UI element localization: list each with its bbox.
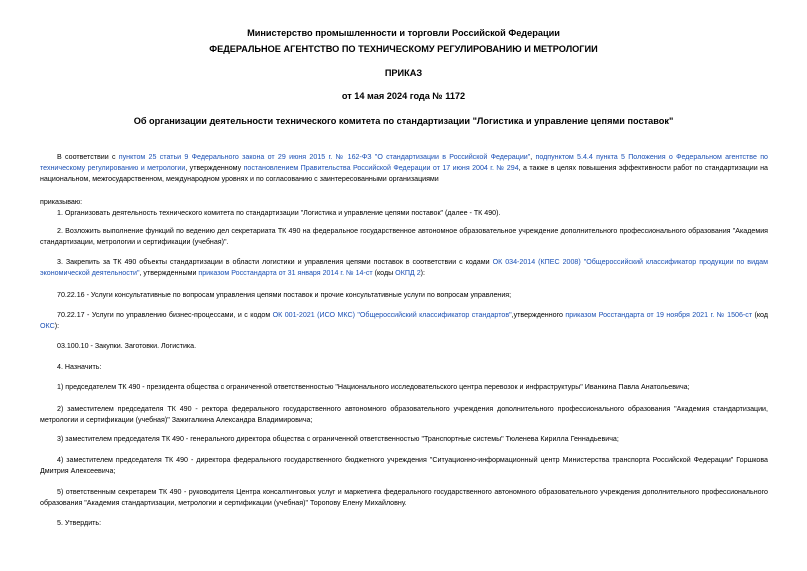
item-3: 3. Закрепить за ТК 490 объекты стандартизации в области логистики и управления цепями поставок в соответствии с кодами ОК 034-2014 (КПЕС 2008) "Общероссийский классификатор продукции по видам экономической деятельности", утвержденными приказом Росстандарта от 31 января 2014 г. № 14-ст (коды ОКПД 2): (40, 258, 768, 277)
document-title: Об организации деятельности технического комитета по стандартизации "Логистика и управление цепями поставок" (133, 116, 674, 126)
ministry-name: Министерство промышленности и торговли Российской Федерации (247, 28, 560, 38)
link-agency-regulation[interactable]: подпунктом 5.4.4 пункта 5 Положения о Федеральном агентстве по техническому регулированию и метрологии (40, 153, 769, 172)
code-70-22-16: 70.22.16 - Услуги консультативные по вопросам управления цепями поставок и прочие консультативные услуги по вопросам управления; (57, 291, 512, 299)
item-2: 2. Возложить выполнение функций по ведению дел секретариата ТК 490 на федеральное государственное автономное образовательное учреждение дополнительного профессионального образования "Академия стандартизации, метрологии и сертификации (учебная)". (40, 227, 768, 246)
document-date-number: от 14 мая 2024 года № 1172 (341, 91, 466, 101)
document-type: ПРИКАЗ (384, 68, 423, 78)
appointment-5: 5) ответственным секретарем ТК 490 - руководителя Центра консалтинговых услуг и маркетинга федерального государственного автономного образовательного учреждения дополнительного профессионального образования "Академия стандартизации, метрологии и сертификации (учебная)" Торопову Елену Михайловну. (40, 488, 768, 507)
appointment-2: 2) заместителем председателя ТК 490 - ректора федерального государственного автономного образовательного учреждения дополнительного профессионального образования "Академия стандартизации, метрологии и сертификации (учебная)" Зажигалкина Александра Владимировича; (40, 405, 768, 424)
code-70-22-17: 70.22.17 - Услуги по управлению бизнес-процессами, и с кодом ОК 001-2021 (ИСО МКС) "Общероссийский классификатор стандартов",утвержденного приказом Росстандарта от 19 ноября 2021 г. № 1506-ст (код ОКС): (40, 311, 768, 330)
preamble-paragraph: В соответствии с пунктом 25 статьи 9 Федерального закона от 29 июня 2015 г. № 162-ФЗ "О стандартизации в Российской Федерации", подпунктом 5.4.4 пункта 5 Положения о Федеральном агентстве по техническому регулированию и метрологии, утвержденному постановлением Правительства Российской Федерации от 17 июня 2004 г. № 294, а также в целях повышения эффективности работ по стандартизации на национальном, межгосударственном, международном уровнях и по согласованию с заинтересованными организациями (40, 153, 769, 183)
item-1: 1. Организовать деятельность технического комитета по стандартизации "Логистика и управление цепями поставок" (далее - ТК 490). (57, 209, 501, 217)
agency-name: ФЕДЕРАЛЬНОЕ АГЕНТСТВО ПО ТЕХНИЧЕСКОМУ РЕГУЛИРОВАНИЮ И МЕТРОЛОГИИ (209, 44, 598, 54)
appointment-3: 3) заместителем председателя ТК 490 - генерального директора общества с ограниченной ответственностью "Транспортные системы" Тюленева Кирилла Геннадьевича; (57, 435, 619, 443)
item-4: 4. Назначить: (57, 363, 102, 371)
code-03-100-10: 03.100.10 - Закупки. Заготовки. Логистика. (57, 342, 197, 350)
link-oks[interactable]: ОКС (40, 321, 55, 330)
link-government-decree-294[interactable]: постановлением Правительства Российской Федерации от 17 июня 2004 г. № 294 (243, 163, 519, 172)
link-rosstandart-order-1506[interactable]: приказом Росстандарта от 19 ноября 2021 г. № 1506-ст (565, 311, 753, 319)
link-federal-law-162[interactable]: пунктом 25 статьи 9 Федерального закона от 29 июня 2015 г. № 162-ФЗ "О стандартизации в Российской Федерации" (118, 153, 531, 161)
item-5: 5. Утвердить: (57, 519, 102, 527)
link-ok-001-2021[interactable]: ОК 001-2021 (ИСО МКС) "Общероссийский классификатор стандартов" (272, 311, 512, 319)
link-ok-034-2014[interactable]: ОК 034-2014 (КПЕС 2008) "Общероссийский классификатор продукции по видам экономической деятельности" (40, 258, 768, 277)
link-okpd2[interactable]: ОКПД 2 (395, 268, 421, 277)
link-rosstandart-order-14[interactable]: приказом Росстандарта от 31 января 2014 г. № 14-ст (198, 268, 373, 277)
appointment-1: 1) председателем ТК 490 - президента общества с ограниченной ответственностью "Национального исследовательского центра перевозок и инфраструктуры" Иванкина Павла Анатольевича; (57, 383, 690, 391)
appointment-4: 4) заместителем председателя ТК 490 - директора федерального государственного бюджетного учреждения "Ситуационно-информационный центр Министерства транспорта Российской Федерации" Горшкова Дмитрия Алексеевича; (40, 456, 768, 475)
order-word: приказываю: (40, 198, 83, 206)
